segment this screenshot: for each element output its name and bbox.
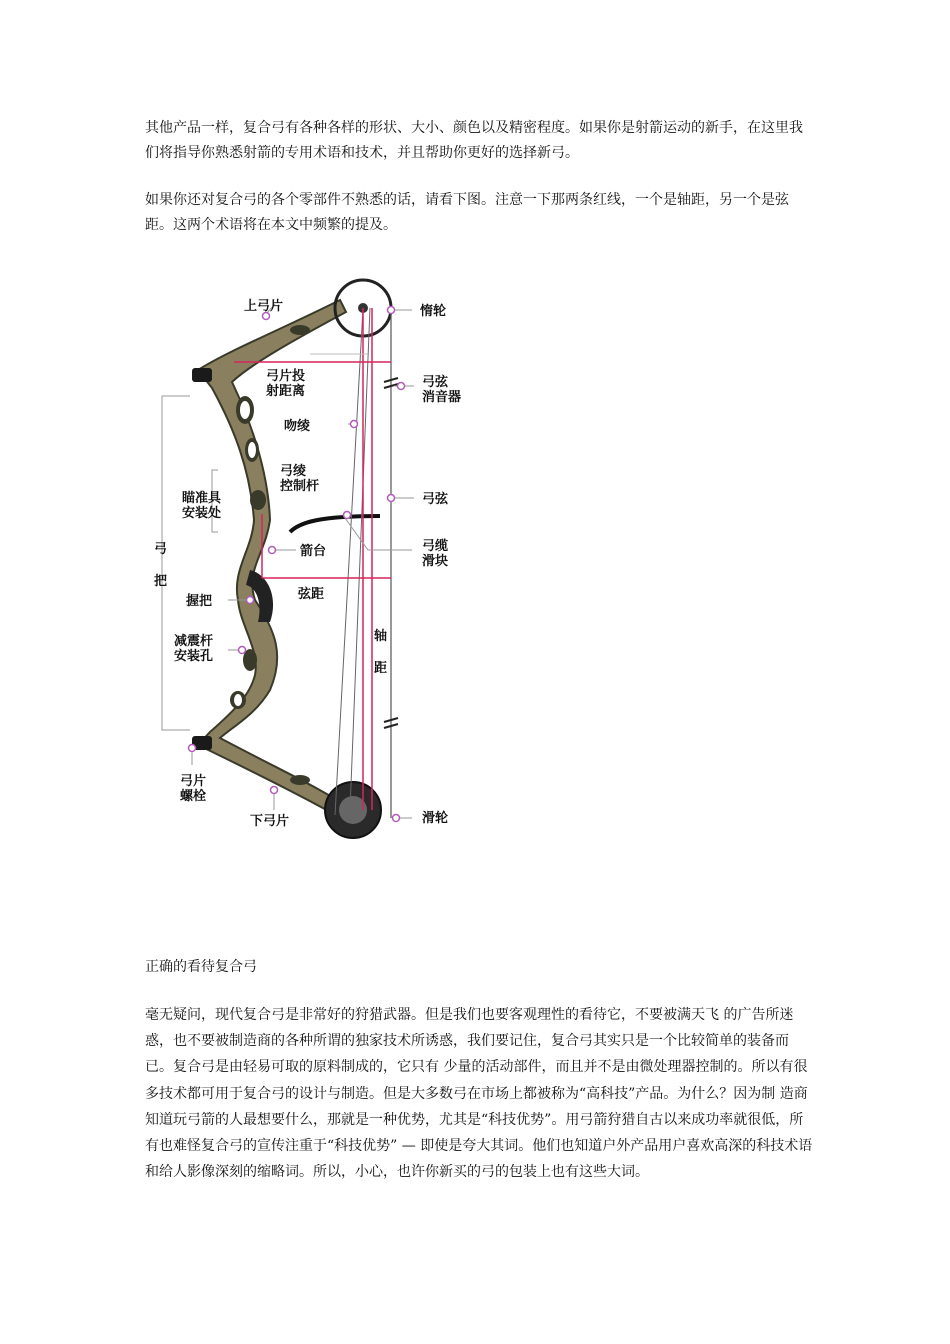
riser-bracket bbox=[162, 396, 190, 730]
label-brace-height: 弦距 bbox=[298, 587, 325, 602]
label-limb-bolt-2: 螺栓 bbox=[180, 789, 207, 804]
cable-guard-rod bbox=[290, 516, 380, 532]
label-cable-guard-2: 控制杆 bbox=[280, 479, 320, 494]
label-grip: 握把 bbox=[186, 594, 213, 609]
label-riser-2: 把 bbox=[154, 574, 168, 589]
intro-paragraph-2: 如果你还对复合弓的各个零部件不熟悉的话，请看下图。注意一下那两条红线，一个是轴距，另一个是弦距。这两个术语将在本文中频繁的提及。 bbox=[145, 192, 789, 233]
section-heading: 正确的看待复合弓 bbox=[145, 959, 257, 975]
label-cable-guard-1: 弓绫 bbox=[280, 464, 307, 479]
label-upper-limb: 上弓片 bbox=[244, 299, 284, 314]
cable-line-1 bbox=[335, 308, 363, 815]
cable-line-2 bbox=[350, 308, 370, 810]
label-string-silencer-1: 弓弦 bbox=[422, 375, 449, 390]
label-cam: 滑轮 bbox=[422, 811, 449, 826]
label-bowstring: 弓弦 bbox=[422, 492, 449, 507]
label-sight-mount-1: 瞄准具 bbox=[182, 491, 222, 506]
label-peep: 吻绫 bbox=[284, 419, 311, 434]
label-axle-1: 轴 bbox=[374, 629, 388, 644]
label-string-silencer-2: 消音器 bbox=[422, 390, 462, 405]
compound-bow-diagram bbox=[150, 270, 480, 850]
label-stabilizer-2: 安装孔 bbox=[174, 649, 214, 664]
label-limb-pocket-2: 射距离 bbox=[266, 384, 306, 399]
label-cable-slide-1: 弓缆 bbox=[422, 539, 449, 554]
label-idler-wheel: 惰轮 bbox=[420, 304, 447, 319]
intro-paragraph-1: 其他产品一样，复合弓有各种各样的形状、大小、颜色以及精密程度。如果你是射箭运动的新手，在这里我们将指导你熟悉射箭的专用术语和技术，并且帮助你更好的选择新弓。 bbox=[145, 120, 803, 161]
section-body: 毫无疑问，现代复合弓是非常好的狩猎武器。但是我们也要客观理性的看待它，不要被满天飞 的广告所迷惑，也不要被制造商的各种所谓的独家技术所诱惑，我们要记住，复合弓其实只是一个比较简单的装备而已。复合弓是由轻易可取的原料制成的，它只有 少量的活动部件，而且并不是由微处理器控制的。所以有很多技术都可用于复合弓的设计与制造。但是大多数弓在市场上都被称为“高科技”产品。为什么？因为制 造商知道玩弓箭的人最想要什么，那就是一种优势，尤其是“科技优势”。用弓箭狩猎自古以来成功率就很低，所有也难怪复合弓的宣传注重于“科技优势” — 即使是夸大其词。他们也知道户外产品用户喜欢高深的科技术语和给人影像深刻的缩略词。所以，小心，也许你新买的弓的包装上也有这些大词。 bbox=[145, 1007, 813, 1181]
label-stabilizer-1: 减震杆 bbox=[174, 634, 214, 649]
label-riser-1: 弓 bbox=[154, 542, 168, 557]
label-lower-limb: 下弓片 bbox=[250, 814, 290, 829]
label-axle-2: 距 bbox=[374, 661, 388, 676]
label-arrow-rest: 箭台 bbox=[300, 544, 327, 559]
label-cable-slide-2: 滑块 bbox=[422, 554, 449, 569]
label-sight-mount-2: 安装处 bbox=[182, 506, 222, 521]
label-limb-bolt-1: 弓片 bbox=[180, 774, 207, 789]
label-limb-pocket-1: 弓片投 bbox=[266, 369, 306, 384]
upper-limb-bolt bbox=[192, 368, 212, 382]
